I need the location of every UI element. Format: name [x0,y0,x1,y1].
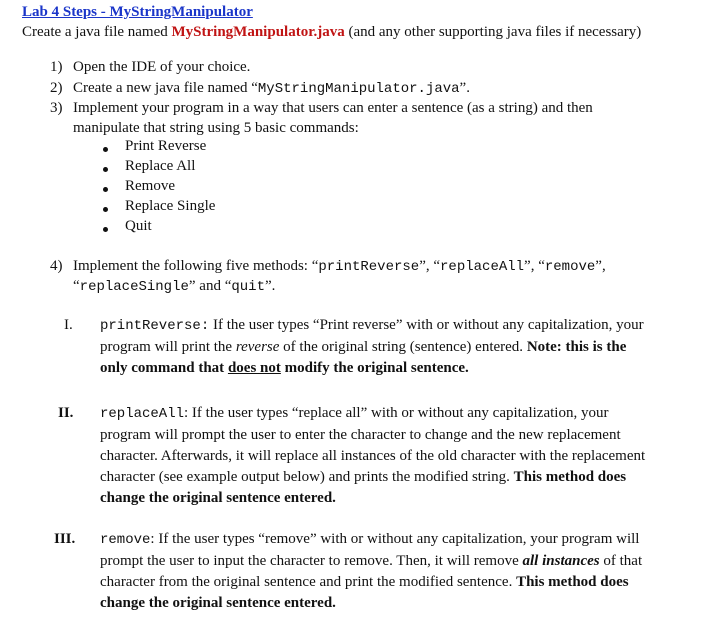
method-name: replaceAll [100,406,185,422]
step-2-text: Create a new java file named “MyStringManipulator.java”. [73,80,470,97]
method-numeral-2: II. [58,405,74,421]
intro-text: Create a java file named MyStringManipulator.java (and any other supporting java files if necessary) [22,24,642,40]
command-item: Remove [125,178,175,194]
step-3-number: 3) [50,100,63,116]
command-item: Replace Single [125,198,216,214]
method-numeral-1: I. [64,317,73,333]
method-numeral-3: III. [54,531,76,547]
command-item: Replace All [125,158,196,174]
bullet-icon [103,207,108,212]
step-4-text-cont: “replaceSingle” and “quit”. [73,278,276,295]
step-4-number: 4) [50,258,63,274]
step-1-text: Open the IDE of your choice. [73,59,251,75]
filename-highlight: MyStringManipulator.java [171,24,345,40]
command-item: Quit [125,218,152,234]
method-print-reverse: printReverse: If the user types “Print reverse” with or without any capitalization, your program will print the reverse of the original string (sentence) entered. Note: this is the only command that does not modify the original sentence. [100,317,644,376]
method-name: remove [100,532,151,548]
step-2-number: 2) [50,80,63,96]
bullet-icon [103,187,108,192]
method-replace-all: replaceAll: If the user types “replace all” with or without any capitalization, your program will prompt the user to enter the character to change and the new replacement character. Afterwards, it will replace all instances of the old character with the replacement character (see example output below) and prints the modified string. This method does change the original sentence entered. [100,405,646,506]
method-name: printReverse: [100,318,210,334]
page-title: Lab 4 Steps - MyStringManipulator [22,4,253,20]
step-3-text-cont: manipulate that string using 5 basic commands: [73,120,359,136]
command-item: Print Reverse [125,138,207,154]
bullet-icon [103,167,108,172]
step-1-number: 1) [50,59,63,75]
bullet-icon [103,147,108,152]
bullet-icon [103,227,108,232]
step-4-text: Implement the following five methods: “printReverse”, “replaceAll”, “remove”, [73,258,606,275]
step-3-text: Implement your program in a way that users can enter a sentence (as a string) and then [73,100,593,116]
method-remove: remove: If the user types “remove” with or without any capitalization, your program will prompt the user to input the character to remove. Then, it will remove all instances of that character from the original sentence and print the modified sentence. This method does change the original sentence entered. [100,531,643,611]
